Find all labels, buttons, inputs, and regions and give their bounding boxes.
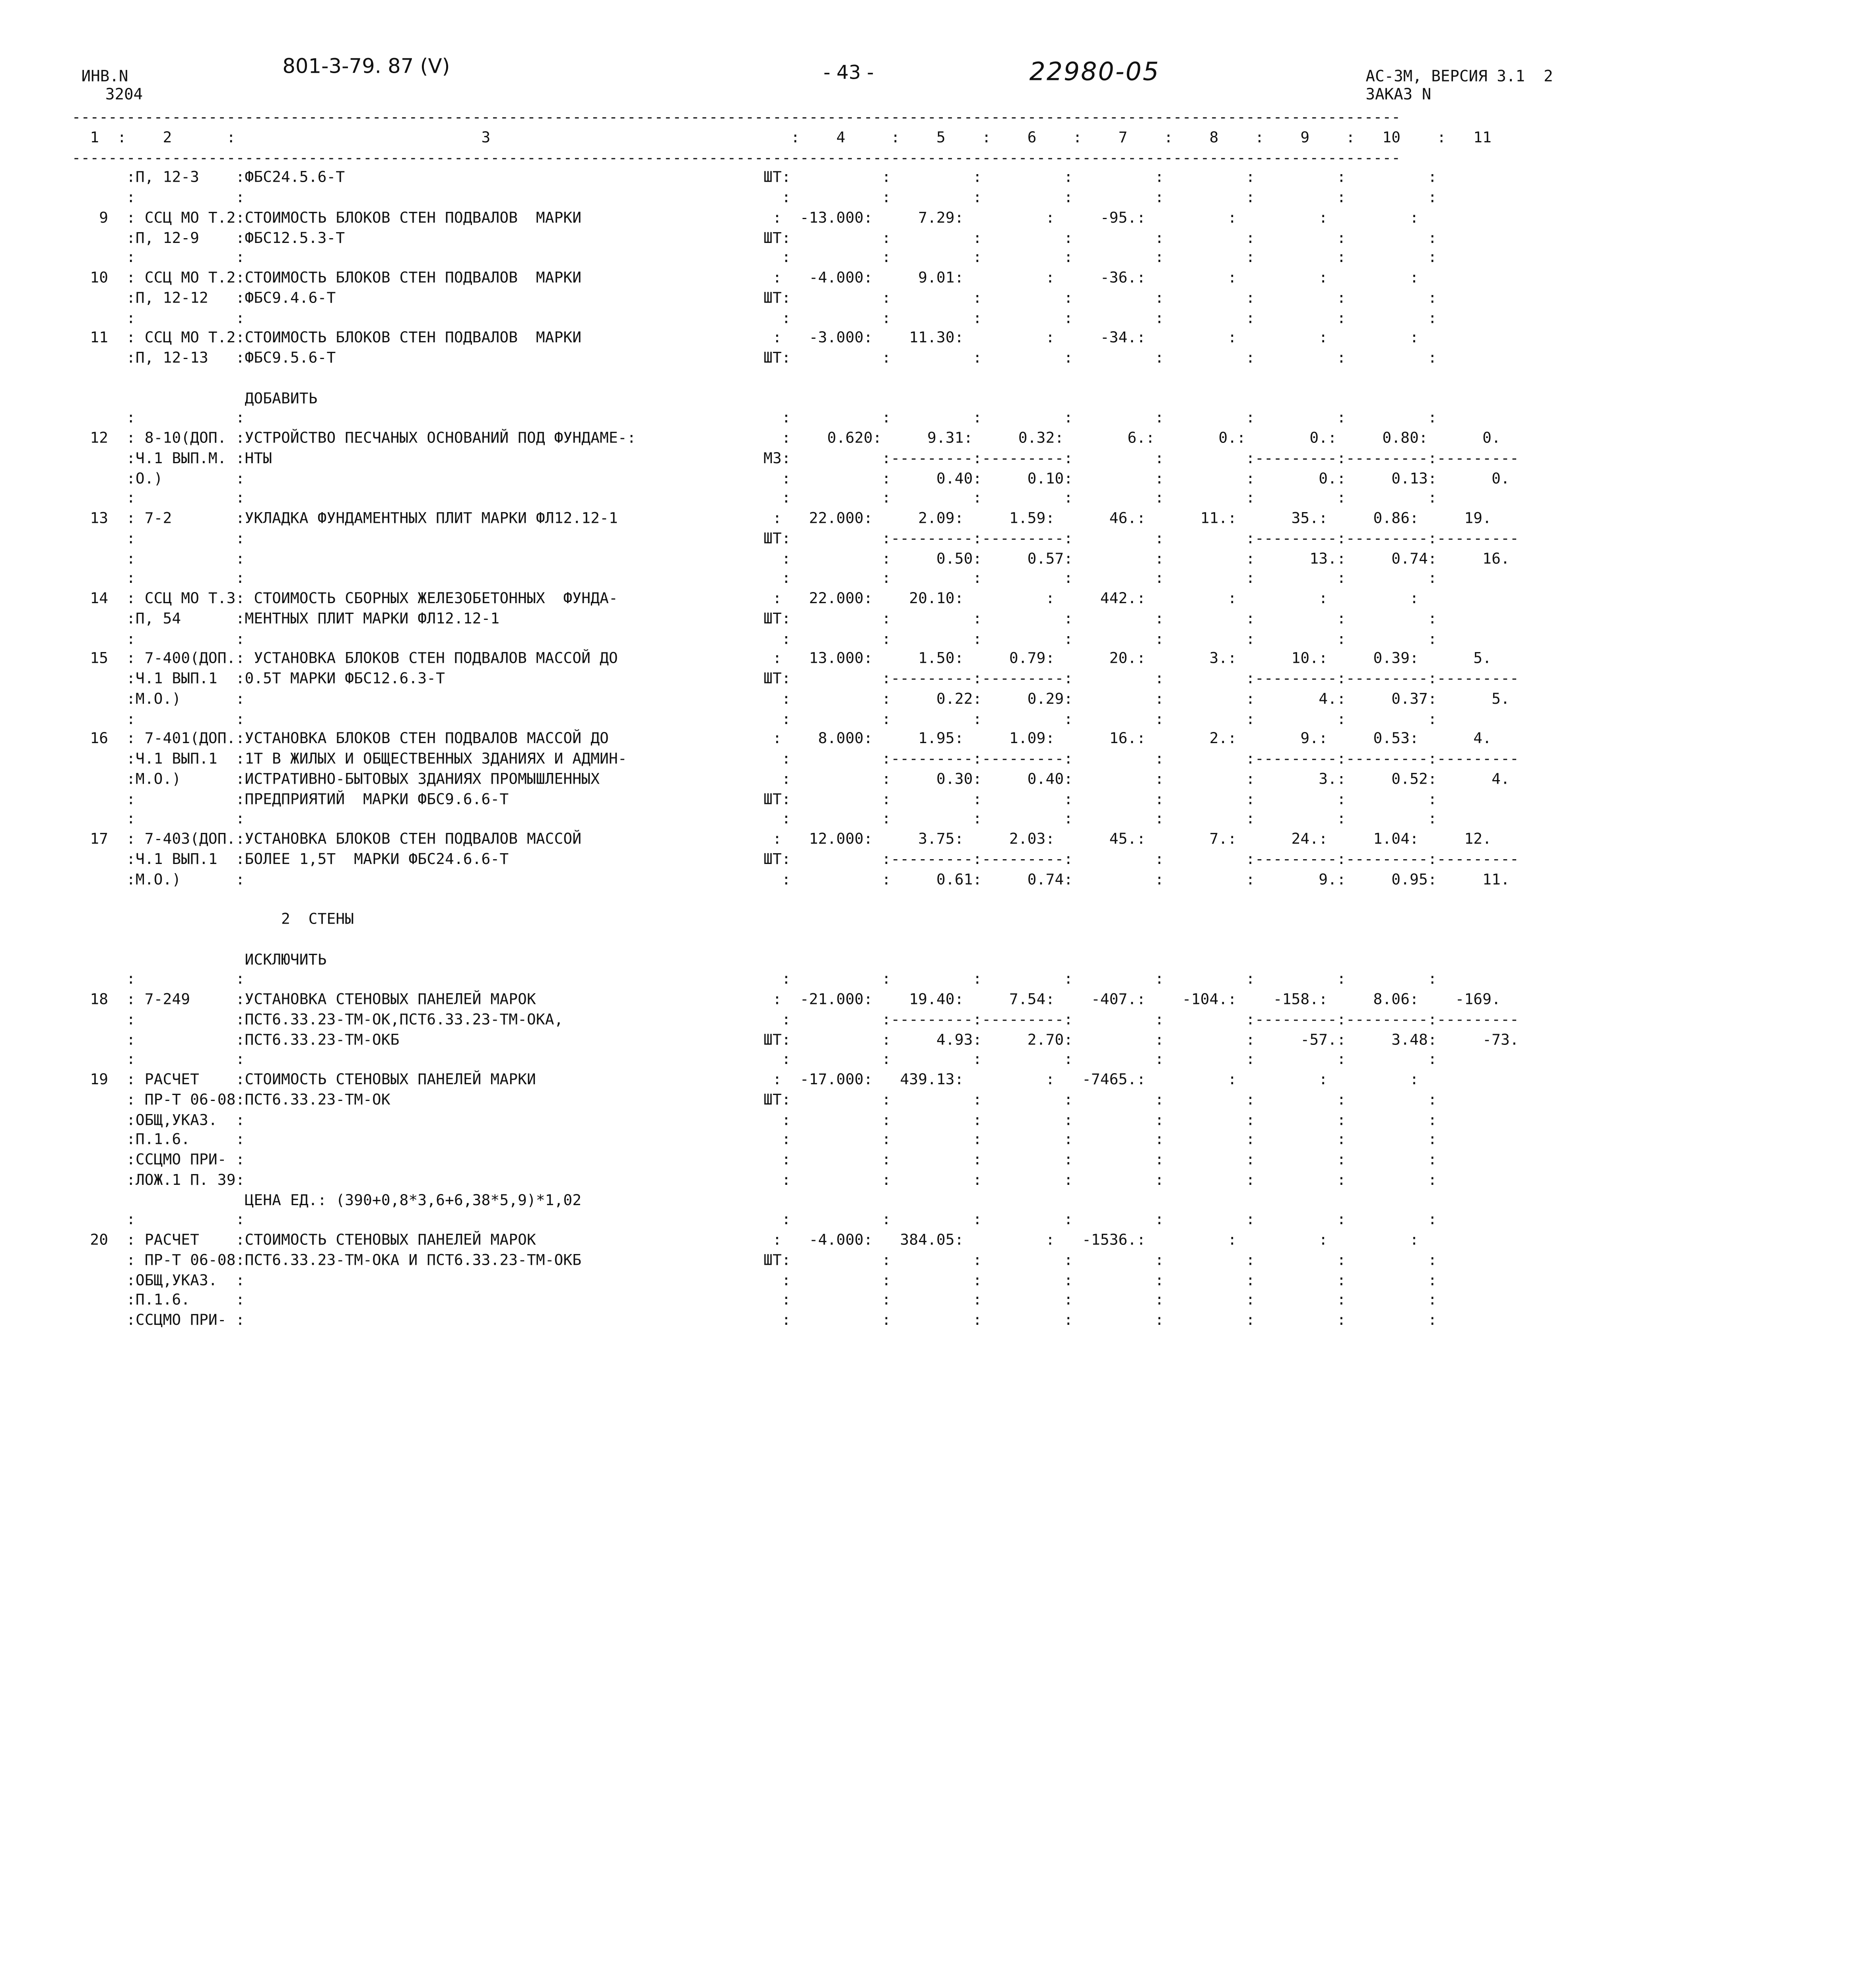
listing-line: : : : : 0.50: 0.57: : : 13.: 0.74: 16. <box>72 549 1510 567</box>
listing-line <box>72 889 1519 909</box>
listing-line: 13 : 7-2 :УКЛАДКА ФУНДАМЕНТНЫХ ПЛИТ МАРКИ ФЛ12.12-1 : 22.000: 2.09: 1.59: 46.: 11.: 35.: 0.86: 19. <box>72 509 1492 527</box>
listing-line: : : : : : : : : : : <box>72 569 1437 587</box>
listing-line: -------------------------------------------------------------------------------------------------------------------------------------------------- <box>72 148 1401 166</box>
listing-line: : :ПСТ6.33.23-ТМ-ОКБ ШТ: : 4.93: 2.70: : : -57.: 3.48: -73. <box>72 1030 1519 1048</box>
listing-line: :П, 12-9 :ФБС12.5.3-Т ШТ: : : : : : : : <box>72 228 1437 246</box>
listing-line: :ОБЩ,УКАЗ. : : : : : : : : : <box>72 1110 1437 1128</box>
listing-line: 17 : 7-403(ДОП.:УСТАНОВКА БЛОКОВ СТЕН ПОДВАЛОВ МАССОЙ : 12.000: 3.75: 2.03: 45.: 7.: 24.: 1.04: 12. <box>72 829 1492 848</box>
listing-line: 11 : ССЦ МО Т.2:СТОИМОСТЬ БЛОКОВ СТЕН ПОДВАЛОВ МАРКИ : -3.000: 11.30: : -34.: : : : <box>72 328 1419 346</box>
listing-line: :П.1.6. : : : : : : : : : <box>72 1130 1437 1148</box>
listing-line: -------------------------------------------------------------------------------------------------------------------------------------------------- <box>72 107 1401 126</box>
listing-line: :П, 12-12 :ФБС9.4.6-Т ШТ: : : : : : : : <box>72 288 1437 306</box>
estimate-table <box>72 108 1519 1330</box>
listing-line: 20 : РАСЧЕТ :СТОИМОСТЬ СТЕНОВЫХ ПАНЕЛЕЙ МАРОК : -4.000: 384.05: : -1536.: : : : <box>72 1230 1419 1248</box>
listing-line: : : : : : : : : : : <box>72 629 1437 647</box>
listing-line: :ССЦМО ПРИ- : : : : : : : : : <box>72 1150 1437 1168</box>
listing-line: :Ч.1 ВЫП.М. :НТЫ М3: :---------:---------: : :---------:---------:--------- <box>72 448 1519 467</box>
listing-line: : : : : : : : : : : <box>72 809 1437 827</box>
listing-line: : : : : : : : : : : <box>72 308 1437 326</box>
listing-line: :П, 12-3 :ФБС24.5.6-Т ШТ: : : : : : : : <box>72 168 1437 186</box>
listing-line: :О.) : : : 0.40: 0.10: : : 0.: 0.13: 0. <box>72 468 1510 487</box>
listing-line: : : : : : : : : : : <box>72 1210 1437 1229</box>
listing-line: :М.О.) : : : 0.61: 0.74: : : 9.: 0.95: 11. <box>72 869 1510 887</box>
listing-line: ДОБАВИТЬ <box>72 388 318 406</box>
listing-line: : : ШТ: :---------:---------: : :---------:---------:--------- <box>72 528 1519 547</box>
listing-line: :М.О.) : : : 0.22: 0.29: : : 4.: 0.37: 5. <box>72 689 1510 707</box>
listing-line: 18 : 7-249 :УСТАНОВКА СТЕНОВЫХ ПАНЕЛЕЙ МАРОК : -21.000: 19.40: 7.54: -407.: -104.: -158.: 8.06: -169. <box>72 990 1501 1008</box>
listing-line: 2 СТЕНЫ <box>72 909 354 928</box>
listing-line: : ПР-Т 06-08:ПСТ6.33.23-ТМ-ОК ШТ: : : : : : : : <box>72 1090 1437 1108</box>
listing-line: : : : : : : : : : : <box>72 709 1437 727</box>
listing-line: 9 : ССЦ МО Т.2:СТОИМОСТЬ БЛОКОВ СТЕН ПОДВАЛОВ МАРКИ : -13.000: 7.29: : -95.: : : : <box>72 208 1419 226</box>
listing-line: 16 : 7-401(ДОП.:УСТАНОВКА БЛОКОВ СТЕН ПОДВАЛОВ МАССОЙ ДО : 8.000: 1.95: 1.09: 16.: 2.: 9.: 0.53: 4. <box>72 729 1492 747</box>
listing-line: : : : : : : : : : : <box>72 188 1437 206</box>
listing-line: : : : : : : : : : : <box>72 969 1437 988</box>
listing-line: :П, 12-13 :ФБС9.5.6-Т ШТ: : : : : : : : <box>72 348 1437 367</box>
listing-line: ЦЕНА ЕД.: (390+0,8*3,6+6,38*5,9)*1,02 <box>72 1190 582 1208</box>
listing-line: : : : : : : : : : : <box>72 1050 1437 1068</box>
listing-line: :ОБЩ,УКАЗ. : : : : : : : : : <box>72 1270 1437 1289</box>
listing-line: ИСКЛЮЧИТЬ <box>72 949 327 968</box>
listing-line: : : : : : : : : : : <box>72 408 1437 427</box>
listing-line: : :ПСТ6.33.23-ТМ-ОК,ПСТ6.33.23-ТМ-ОКА, : :---------:---------: : :---------:---------:--------- <box>72 1010 1519 1028</box>
listing-line: :Ч.1 ВЫП.1 :1Т В ЖИЛЫХ И ОБЩЕСТВЕННЫХ ЗДАНИЯХ И АДМИН- : :---------:---------: : :---------:---------:--------- <box>72 749 1519 767</box>
listing-line: :ССЦМО ПРИ- : : : : : : : : : <box>72 1310 1437 1329</box>
program-version: АС-3М, ВЕРСИЯ 3.1 2 <box>1366 68 1553 86</box>
listing-line: 10 : ССЦ МО Т.2:СТОИМОСТЬ БЛОКОВ СТЕН ПОДВАЛОВ МАРКИ : -4.000: 9.01: : -36.: : : : <box>72 268 1419 286</box>
listing-line: :М.О.) :ИСТРАТИВНО-БЫТОВЫХ ЗДАНИЯХ ПРОМЫШЛЕННЫХ : : 0.30: 0.40: : : 3.: 0.52: 4. <box>72 769 1510 787</box>
listing-line: 14 : ССЦ МО Т.3: СТОИМОСТЬ СБОРНЫХ ЖЕЛЕЗОБЕТОННЫХ ФУНДА- : 22.000: 20.10: : 442.: : : : <box>72 588 1419 607</box>
listing-line: 19 : РАСЧЕТ :СТОИМОСТЬ СТЕНОВЫХ ПАНЕЛЕЙ МАРКИ : -17.000: 439.13: : -7465.: : : : <box>72 1070 1419 1088</box>
order-label: ЗАКАЗ N <box>1366 86 1432 104</box>
listing-line: :П.1.6. : : : : : : : : : <box>72 1290 1437 1309</box>
project-code: 801-3-79. 87 (V) <box>282 55 450 79</box>
inventory-label: ИНВ.N <box>81 68 128 86</box>
listing-line <box>72 368 1519 388</box>
listing-line: : ПР-Т 06-08:ПСТ6.33.23-ТМ-ОКА И ПСТ6.33.23-ТМ-ОКБ ШТ: : : : : : : : <box>72 1250 1437 1268</box>
listing-line: : : : : : : : : : : <box>72 248 1437 266</box>
inventory-number: 3204 <box>105 86 143 104</box>
listing-line: :Ч.1 ВЫП.1 :БОЛЕЕ 1,5Т МАРКИ ФБС24.6.6-Т ШТ: :---------:---------: : :---------:---------:--------- <box>72 849 1519 868</box>
listing-line: :П, 54 :МЕНТНЫХ ПЛИТ МАРКИ ФЛ12.12-1 ШТ: : : : : : : : <box>72 609 1437 627</box>
listing-line <box>72 930 1519 949</box>
page-number: - 43 - <box>823 61 874 84</box>
listing-line: : :ПРЕДПРИЯТИЙ МАРКИ ФБС9.6.6-Т ШТ: : : : : : : : <box>72 789 1437 808</box>
document-number: 22980-05 <box>1029 57 1160 86</box>
listing-line: 12 : 8-10(ДОП. :УСТРОЙСТВО ПЕСЧАНЫХ ОСНОВАНИЙ ПОД ФУНДАМЕ-: : 0.620: 9.31: 0.32: 6.: 0.: 0.: 0.80: 0. <box>72 428 1501 447</box>
listing-line: 15 : 7-400(ДОП.: УСТАНОВКА БЛОКОВ СТЕН ПОДВАЛОВ МАССОЙ ДО : 13.000: 1.50: 0.79: 20.: 3.: 10.: 0.39: 5. <box>72 649 1492 667</box>
listing-line: :Ч.1 ВЫП.1 :0.5Т МАРКИ ФБС12.6.3-Т ШТ: :---------:---------: : :---------:---------:--------- <box>72 669 1519 687</box>
listing-line: 1 : 2 : 3 : 4 : 5 : 6 : 7 : 8 : 9 : 10 : 11 <box>72 128 1492 146</box>
listing-line: : : : : : : : : : : <box>72 488 1437 507</box>
listing-line: :ЛОЖ.1 П. 39: : : : : : : : : <box>72 1170 1437 1188</box>
